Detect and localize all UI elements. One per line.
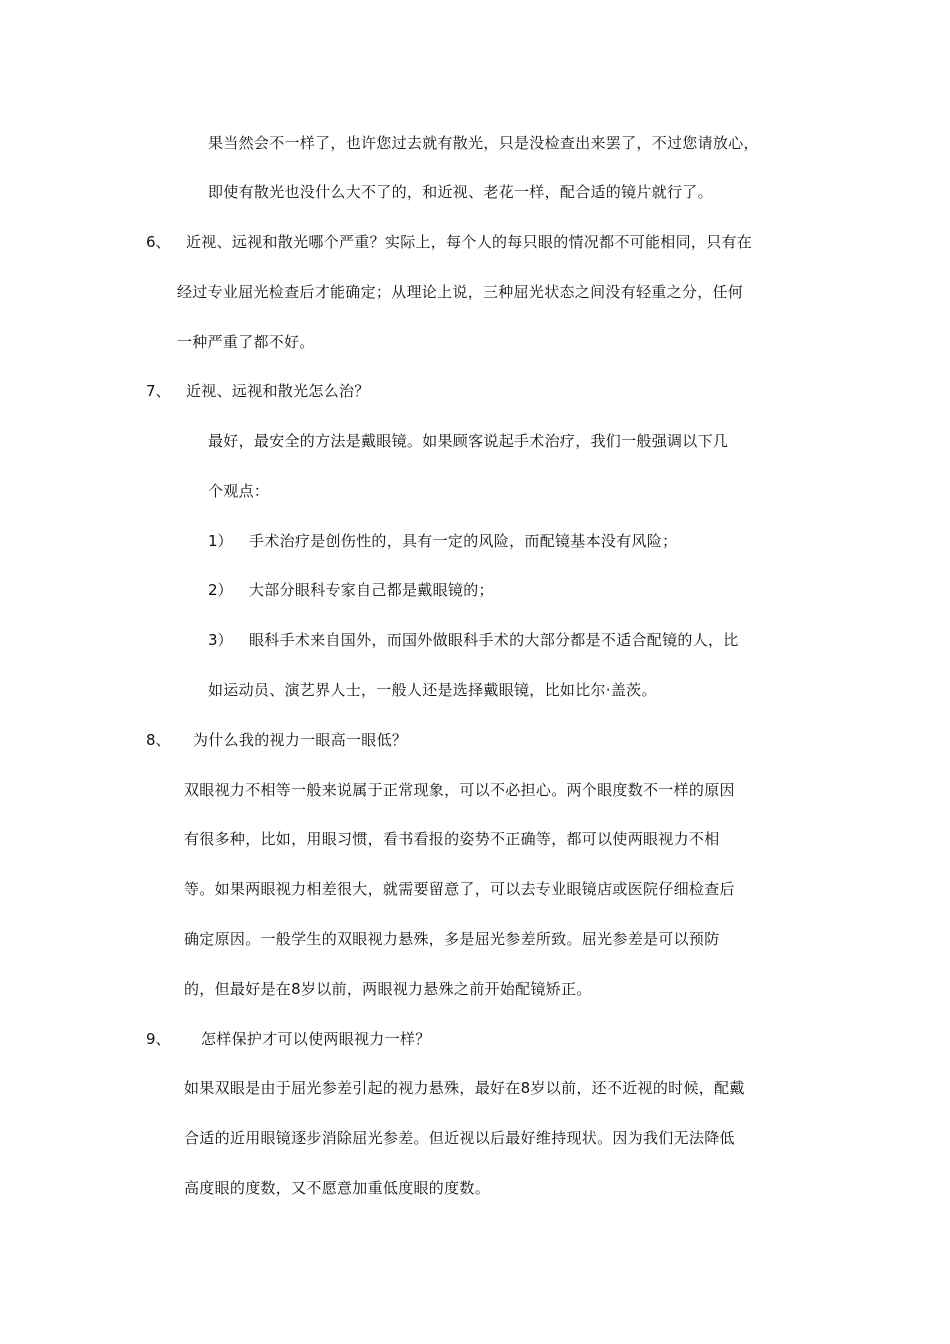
answer-line: 等。如果两眼视力相差很大，就需要留意了，可以去专业眼镜店或医院仔细检查后	[184, 880, 735, 898]
answer-line: 确定原因。一般学生的双眼视力悬殊，多是屈光参差所致。屈光参差是可以预防	[184, 930, 720, 948]
question-text: 为什么我的视力一眼高一眼低？	[193, 731, 408, 749]
paragraph-line: 经过专业屈光检查后才能确定；从理论上说，三种屈光状态之间没有轻重之分，任何	[177, 283, 744, 301]
answer-line: 双眼视力不相等一般来说属于正常现象，可以不必担心。两个眼度数不一样的原因	[184, 781, 735, 799]
item-number: 7、	[146, 382, 171, 400]
item-number: 6、	[146, 233, 171, 251]
answer-line: 有很多种，比如，用眼习惯，看书看报的姿势不正确等，都可以使两眼视力不相	[184, 830, 720, 848]
answer-line: 最好，最安全的方法是戴眼镜。如果顾客说起手术治疗，我们一般强调以下几	[208, 432, 729, 450]
answer-line: 个观点：	[208, 482, 270, 500]
answer-line: 合适的近用眼镜逐步消除屈光参差。但近视以后最好维持现状。因为我们无法降低	[184, 1129, 735, 1147]
item-number: 8、	[146, 731, 171, 749]
point-text: 大部分眼科专家自己都是戴眼镜的；	[249, 581, 494, 599]
answer-line: 高度眼的度数，又不愿意加重低度眼的度数。	[184, 1179, 491, 1197]
point-number: 1）	[208, 532, 233, 550]
answer-line: 如果双眼是由于屈光参差引起的视力悬殊，最好在8岁以前，还不近视的时候，配戴	[184, 1079, 745, 1097]
question-text: 近视、远视和散光哪个严重？实际上，每个人的每只眼的情况都不可能相同，只有在	[186, 233, 753, 251]
point-text: 如运动员、演艺界人士，一般人还是选择戴眼镜，比如比尔·盖茨。	[208, 681, 657, 699]
question-text: 近视、远视和散光怎么治？	[186, 382, 370, 400]
point-text: 眼科手术来自国外，而国外做眼科手术的大部分都是不适合配镜的人，比	[249, 631, 739, 649]
item-number: 9、	[146, 1030, 171, 1048]
paragraph-line: 一种严重了都不好。	[177, 333, 315, 351]
question-text: 怎样保护才可以使两眼视力一样？	[201, 1030, 431, 1048]
paragraph-line: 果当然会不一样了，也许您过去就有散光，只是没检查出来罢了，不过您请放心，	[208, 134, 759, 152]
point-text: 手术治疗是创伤性的，具有一定的风险，而配镜基本没有风险；	[249, 532, 678, 550]
point-number: 3）	[208, 631, 233, 649]
paragraph-line: 即使有散光也没什么大不了的，和近视、老花一样，配合适的镜片就行了。	[208, 183, 713, 201]
point-number: 2）	[208, 581, 233, 599]
answer-line: 的，但最好是在8岁以前，两眼视力悬殊之前开始配镜矫正。	[184, 980, 592, 998]
